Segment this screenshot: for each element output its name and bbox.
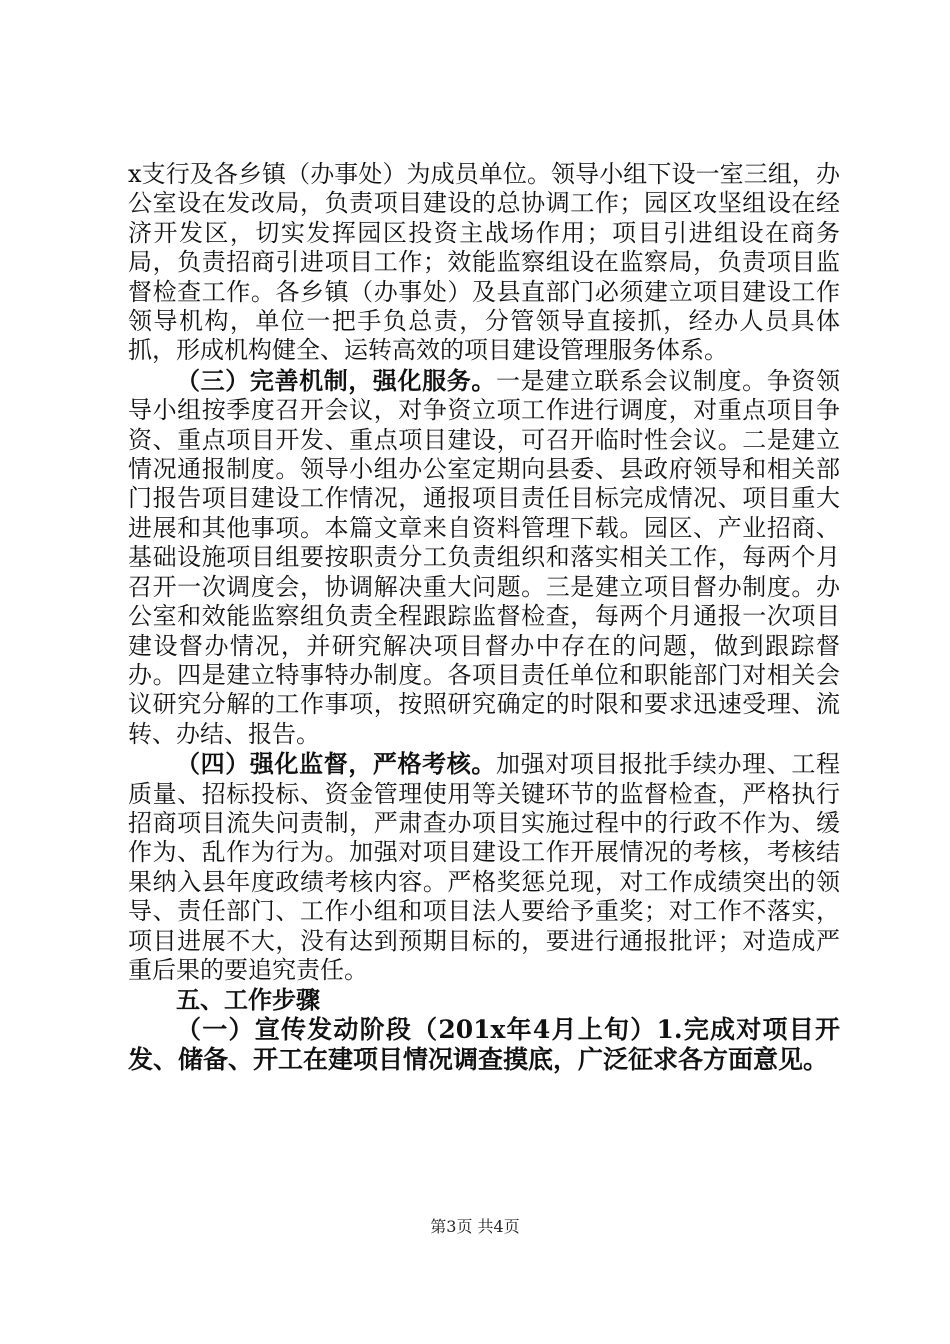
paragraph-text: x支行及各乡镇（办事处）为成员单位。领导小组下设一室三组，办公室设在发改局，负责项目建设的总协调工作；园区攻坚组设在经济开发区，切实发挥园区投资主战场作用；项目引进组设在商务局，负责招商引进项目工作；效能监察组设在监察局，负责项目监督检查工作。各乡镇（办事处）及县直部门必须建立项目建设工作领导机构，单位一把手负总责，分管领导直接抓，经办人员具体抓，形成机构健全、运转高效的项目建设管理服务体系。 [128,160,840,365]
paragraph-mechanism [128,366,840,749]
paragraph-heading: （四）强化监督，严格考核。 [176,749,496,779]
page-footer: 第3页 共4页 [430,1217,520,1236]
paragraph-supervision [128,749,840,985]
paragraph-heading: （三）完善机制，强化服务。 [176,365,496,395]
paragraph-text: 一是建立联系会议制度。争资领导小组按季度召开会议，对争资立项工作进行调度，对重点项目争资、重点项目开发、重点项目建设，可召开临时性会议。二是建立情况通报制度。领导小组办公室定期向县委、县政府领导和相关部门报告项目建设工作情况，通报项目责任目标完成情况、项目重大进展和其他事项。本篇文章来自资料管理下载。园区、产业招商、基础设施项目组要按职责分工负责组织和落实相关工作，每两个月召开一次调度会，协调解决重大问题。三是建立项目督办制度。办公室和效能监察组负责全程跟踪监督检查，每两个月通报一次项目建设督办情况，并研究解决项目督办中存在的问题，做到跟踪督办。四是建立特事特办制度。各项目责任单位和职能部门对相关会议研究分解的工作事项，按照研究确定的时限和要求迅速受理、流转、办结、报告。 [128,366,840,748]
section-heading: 五、工作步骤 [176,985,320,1015]
paragraph-org-structure [128,160,840,366]
step-paragraph: （一）宣传发动阶段（201x年4月上旬）1.完成对项目开发、储备、开工在建项目情况调查摸底，广泛征求各方面意见。 [128,1014,840,1074]
paragraph-text: 加强对项目报批手续办理、工程质量、招标投标、资金管理使用等关键环节的监督检查，严格执行招商项目流失问责制，严肃查办项目实施过程中的行政不作为、缓作为、乱作为行为。加强对项目建设工作开展情况的考核，考核结果纳入县年度政绩考核内容。严格奖惩兑现，对工作成绩突出的领导、责任部门、工作小组和项目法人要给予重奖；对工作不落实，项目进展不大，没有达到预期目标的，要进行通报批评；对造成严重后果的要追究责任。 [128,750,840,984]
document-body [128,160,840,1075]
